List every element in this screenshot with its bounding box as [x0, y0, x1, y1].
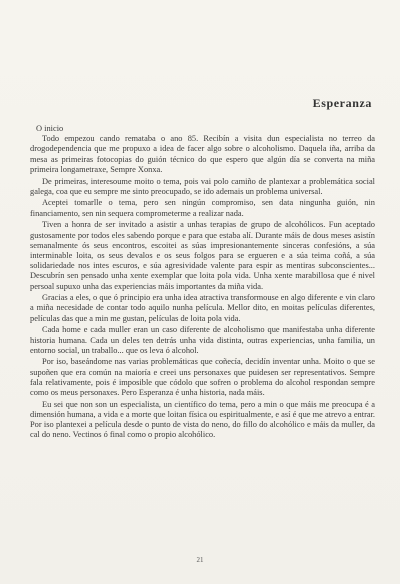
paragraph: Cada home e cada muller eran un caso diferente de alcoholismo que manifestaba unha diferente historia humana. Cada un deles ten detrás unha vida distinta, outras experiencias, unha familia, un entorno social, un traballo... que os leva ó alcohol. — [30, 325, 375, 355]
paragraph: Gracias a eles, o que ó principio era unha idea atractiva transformouse en algo diferente e vin claro a miña necesidade de contar todo aquilo nunha película. Mellor dito, en moitas películas diferentes, películas das que a min me gustan, películas de loita pola vida. — [30, 293, 375, 323]
chapter-title: Esperanza — [312, 96, 372, 110]
paragraph: Por iso, baseándome nas varias problemáticas que coñecía, decidín inventar unha. Moito o que se supoñen que era común na maioría e creei uns personaxes que puidesen ser representativos. Sempre fala relativamente, pois é imposible que códolo que sofren o problema do alcohol respondan sempre como os meus personaxes. Pero Esperanza é unha historia, nada máis. — [30, 357, 375, 398]
paragraph: Eu sei que non son un especialista, un científico do tema, pero a min o que máis me preocupa é a dimensión humana, a vida e a morte que loitan física ou espiritualmente, e así é que me atrevo a entrar. Por iso plantexei a película desde o punto de vista do neno, do fillo do alcohólico e máis da muller, da cal do neno. Vectinos ó final como o propio alcohólico. — [30, 399, 375, 440]
body-text — [30, 124, 375, 442]
page-number: 21 — [196, 556, 204, 564]
paragraph: De primeiras, interesoume moito o tema, pois vai polo camiño de plantexar a problemática social galega, coa que eu sempre me sinto preocupado, se ido ademais un problema universal. — [30, 176, 375, 196]
paragraph: Tiven a honra de ser invitado a asistir a unhas terapias de grupo de alcohólicos. Fun aceptado gustosamente por todos eles sabendo porque e para que estaba alí. Durante máis de dous meses asistín semanalmente ós seus encontros, escoitei as súas impresionantemente sinceras confesións, a súa interminable loita, os seus devalos e os seus folgos para se ergueren e a súa teima coñá, a súa solidariedade nos intes escuros, e súa agresividade valente para espir as mentiras subconscientes... Descubrín sen pensado unha xente exemplar que loita pola vida. Unha xente marabillosa que é nivel persoal supuxo unha das experiencias máis importantes da miña vida. — [30, 220, 375, 291]
paragraph: Todo empezou cando remataba o ano 85. Recibín a visita dun especialista no terreo da drogodependencia que me propuxo a idea de facer algo sobre o alcoholismo. Daquela iña, arriba da mesa as primeiras fotocopias do guión técnico do que espero que algún día se converta na miña primeira longametraxe, Sempre Xonxa. — [30, 134, 375, 174]
paragraph: Aceptei tomarlle o tema, pero sen ningún compromiso, sen data ningunha guión, nin financiamento, sen nin sequera comprometerme a realizar nada. — [30, 198, 375, 218]
paragraph-heading: O inicio — [36, 124, 64, 133]
